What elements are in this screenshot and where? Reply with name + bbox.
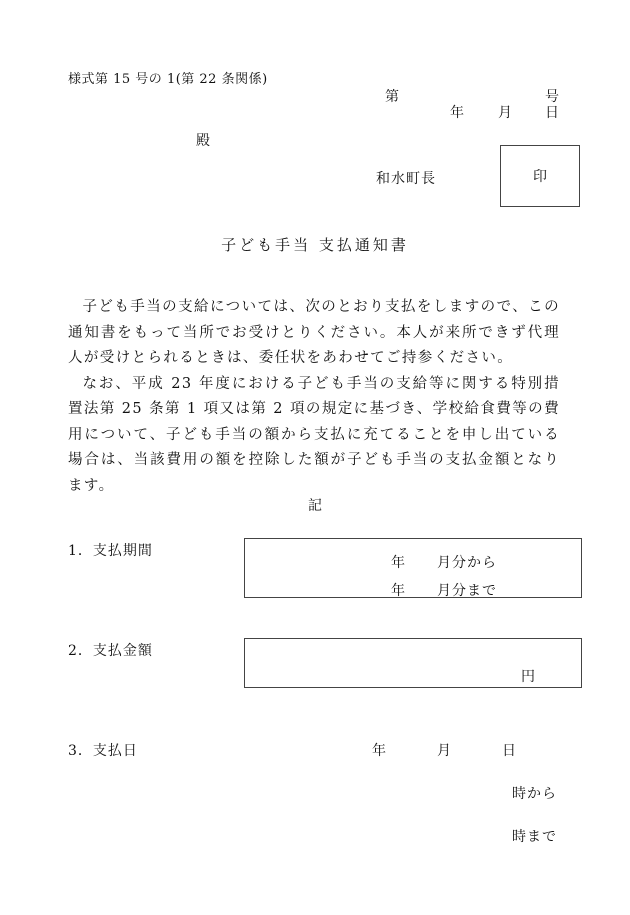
payment-date-month: 月	[437, 743, 451, 759]
period-to-month: 月分まで	[437, 583, 497, 599]
payment-amount-box	[244, 638, 582, 688]
payment-period-box	[244, 538, 582, 598]
body-text	[68, 295, 560, 499]
date-day-label: 日	[545, 105, 559, 121]
ki-heading: 記	[308, 498, 322, 514]
addressee-honorific: 殿	[196, 133, 210, 149]
period-from-month: 月分から	[437, 555, 497, 571]
payment-date-day: 日	[502, 743, 516, 759]
body-paragraph-2: なお、平成 23 年度における子ども手当の支給等に関する特別措置法第 25 条第 1 項又は第 2 項の規定に基づき、学校給食費等の費用について、子ども手当の額から支払に充てることを申し出ている場合は、当該費用の額を控除した額が子ども手当の支払金額となります。	[68, 375, 560, 494]
payment-time-to: 時まで	[512, 829, 557, 845]
document-title: 子ども手当 支払通知書	[221, 236, 409, 254]
issuer-name: 和水町長	[376, 171, 436, 187]
date-year-label: 年	[450, 105, 464, 121]
payment-amount-label: 2．支払金額	[68, 643, 153, 659]
date-month-label: 月	[498, 105, 512, 121]
payment-time-from: 時から	[512, 786, 557, 802]
seal-label: 印	[533, 169, 547, 185]
period-to-year: 年	[391, 583, 405, 599]
amount-unit: 円	[521, 669, 535, 685]
body-paragraph-1: 子ども手当の支給については、次のとおり支払をしますので、この通知書をもって当所でお受けとりください。本人が来所できず代理人が受けとられるときは、委任状をあわせてご持参ください。	[68, 299, 560, 366]
period-from-year: 年	[391, 555, 405, 571]
form-number: 様式第 15 号の 1(第 22 条関係)	[68, 72, 268, 87]
doc-number-suffix: 号	[545, 89, 559, 105]
seal-box	[500, 145, 580, 207]
payment-period-label: 1．支払期間	[68, 543, 153, 559]
doc-number-prefix: 第	[385, 89, 399, 105]
payment-date-label: 3．支払日	[68, 743, 138, 759]
payment-date-year: 年	[372, 743, 386, 759]
